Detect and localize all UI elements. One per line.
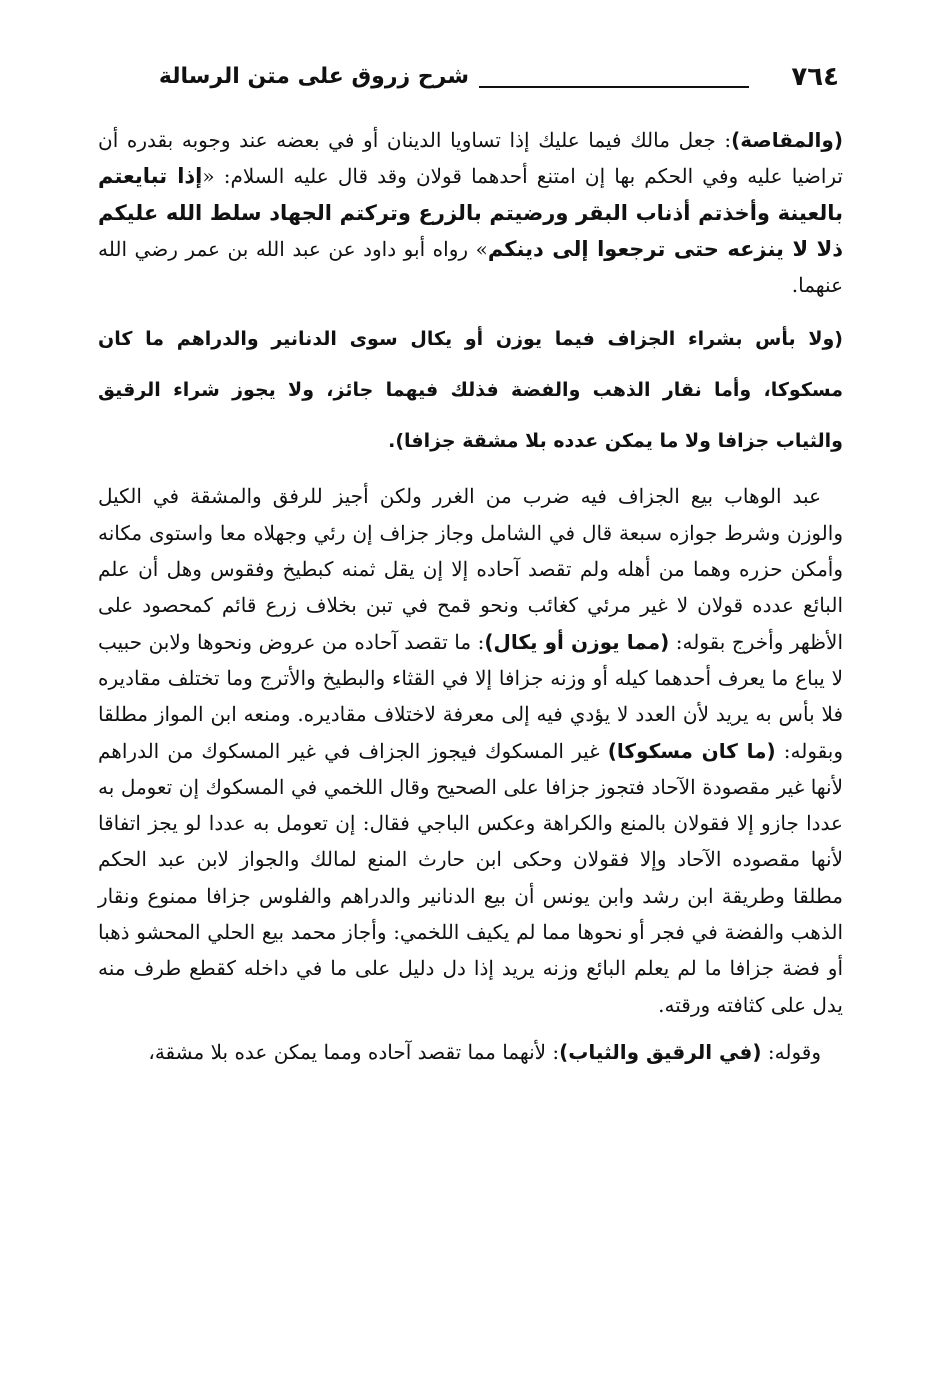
commentary-text: : ما تقصد آحاده من عروض ونحوها ولابن حبيب لا يباع ما يعرف أحدهما كيله أو وزنه جزافا إلا في القثاء والبطيخ والأترج وما تختلف مقاديره فلا بأس به يريد لأن العدد لا يؤدي فيه إلى معرفة لاختلاف مقاديره. ومنعه ابن المواز مطلقا وبقوله: xyxy=(98,629,843,763)
commentary-text: : لأنهما مما تقصد آحاده ومما يمكن عده بلا مشقة، xyxy=(148,1039,560,1064)
commentary-text: وقوله: xyxy=(761,1039,821,1064)
bold-term: (مما يوزن أو يكال) xyxy=(484,629,670,654)
page-number: ٧٦٤ xyxy=(791,62,839,92)
running-title: شرح زروق على متن الرسالة xyxy=(158,64,469,89)
bold-term: (والمقاصة) xyxy=(731,128,843,152)
bold-term: (في الرقيق والثياب) xyxy=(559,1039,762,1064)
commentary-paragraph xyxy=(98,1034,843,1070)
matn-paragraph: (ولا بأس بشراء الجزاف فيما يوزن أو يكال سوى الدنانير والدراهم ما كان مسكوكا، وأما نقار الذهب والفضة فذلك فيهما جائز، ولا يجوز شراء الرقيق والثياب جزافا ولا ما يمكن عدده بلا مشقة جزافا). xyxy=(98,328,843,453)
commentary-text: : جعل مالك فيما عليك إذا تساويا الدينان أو في بعضه عند وجوبه بقدره أن تراضيا عليه وفي الحكم بها إن امتنع أحدهما قولان وقد قال عليه السلام: « xyxy=(98,128,844,189)
commentary-paragraph xyxy=(98,122,843,303)
page-body xyxy=(98,122,843,1081)
bold-term: (ما كان مسكوكا) xyxy=(607,738,776,763)
commentary-text: » رواه أبو داود عن عبد الله بن عمر رضي الله عنهما. xyxy=(98,236,843,298)
page-header xyxy=(100,62,839,102)
commentary-text: غير المسكوك فيجوز الجزاف في غير المسكوك من الدراهم لأنها غير مقصودة الآحاد فتجوز جزافا على الصحيح وقال اللخمي في المسكوك إن تعومل به عددا جازو إلا فقولان بالمنع والكراهة وعكس الباجي فقال: إن تعومل به عددا لو يجز اتفاقا لأنها مقصوده الآحاد وإلا فقولان وحكى ابن حارث المنع لمالك والجواز لابن عبد الحكم مطلقا وطريقة ابن رشد وابن يونس أن بيع الدنانير والدراهم والفلوس جزافا ممنوع ونقار الذهب والفضة في فجر أو نحوها مما لم يكيف اللخمي: وأجاز محمد بيع الحلي المحشو ذهبا أو فضة جزافا ما لم يعلم البائع وزنه يريد إذا دل دليل على ما في داخله كقطع طرف منه يدل على كثافته ورقته. xyxy=(98,738,843,1017)
hadith-text: إذا تبايعتم بالعينة وأخذتم أذناب البقر ورضيتم بالزرع وتركتم الجهاد سلط الله عليكم ذلا لا ينزعه حتى ترجعوا إلى دينكم xyxy=(98,164,843,261)
commentary-text: عبد الوهاب بيع الجزاف فيه ضرب من الغرر ولكن أجيز للرفق والمشقة في الكيل والوزن وشرط جوازه سبعة قال في الشامل وجاز جزاف إن رئي وجهلاه معا واستوى مكانه وأمكن حزره وهما من أهله ولم تقصد آحاده إلا إن يقل ثمنه كبطيخ وفقوس وهل أن علم البائع عدده قولان لا غير مرئي كغائب ونحو قمح في تبن بخلاف زرع قائم كمحصود على الأظهر وأخرج بقوله: xyxy=(98,484,844,654)
commentary-paragraph xyxy=(98,478,843,1022)
header-rule xyxy=(479,86,749,88)
